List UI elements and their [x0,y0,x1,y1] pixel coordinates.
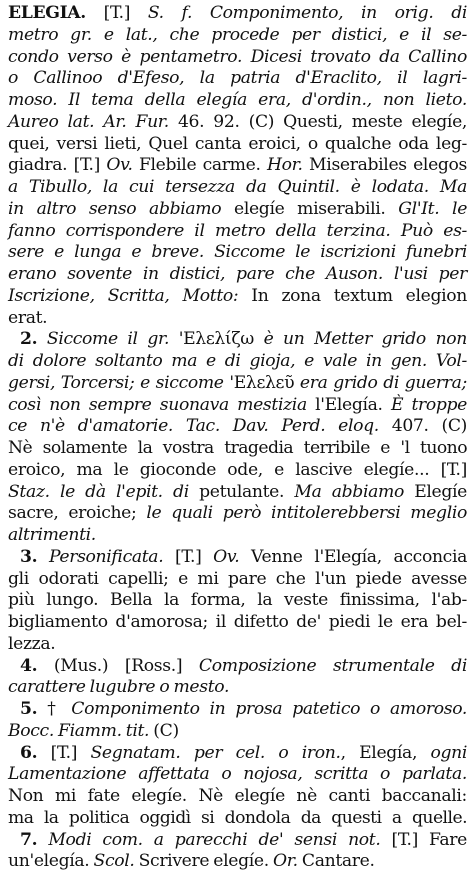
entry-text: fanno corrispondere il metro della terzina. Può es- [8,220,467,241]
entry-line [8,155,467,177]
entry-text: elegíe miserabili. [221,198,399,219]
entry-text [37,547,49,567]
entry-text: Siccome il gr. [46,329,170,350]
entry-line [8,569,467,591]
entry-line [8,264,467,286]
entry-text: (C) [149,720,179,741]
entry-line [8,699,467,721]
entry-text: moso. Il tema della elegía era, d'ordin., non lieto. [8,90,467,110]
entry-text: bigliamento d'amorosa; il difetto de' piedi le era bel- [8,612,467,632]
sense-number: 3. [20,546,38,567]
entry-text: † [37,699,72,719]
entry-text: Lamentazione affettata o nojosa, scritta o parlata. [8,764,467,785]
entry-text: Personificata. [48,546,164,567]
entry-text: [T.] [37,742,91,763]
entry-line [8,221,467,243]
entry-text: di dolore soltanto ma e di gioja, e vale in gen. Vol- [8,351,467,371]
entry-text: lezza. [8,633,56,654]
entry-line [8,656,467,678]
entry-text: un'elegía. [8,851,94,872]
entry-text: È troppe [390,394,467,415]
entry-text: Iscrizione, Scritta, Motto: [8,285,239,306]
entry-text: 407. (C) [378,416,468,437]
entry-text: S. f. Componimento, in orig. di [147,3,468,23]
entry-line [8,351,467,373]
entry-text: Miserabiles elegos [302,155,468,176]
entry-line [8,460,467,482]
entry-line [8,47,467,69]
entry-text: gli odorati capelli; e mi pare che l'un piede avesse [8,568,467,589]
entry-text: eroico, ma le gioconde ode, e lascive elegíe... [T.] [8,459,467,480]
dictionary-entry-elegia [8,3,467,873]
entry-line [8,808,467,830]
entry-text: condo verso è pentametro. Dicesi trovato da Callino [8,46,467,67]
entry-line [8,3,467,25]
entry-text: ma la politica oggidì si dondola da questi a quelle. [8,807,467,828]
entry-text: , Elegía, [340,742,431,763]
entry-text: Composizione strumentale di [198,655,467,676]
entry-text: Ma abbiamo [294,481,404,502]
entry-text: [T.] [163,546,214,567]
entry-line [8,590,467,612]
entry-line [8,525,467,547]
entry-text: Nè solamente la vostra tragedia terribile e 'l tuono [8,438,467,458]
entry-line [8,242,467,264]
entry-text: Aureo lat. Ar. Fur. [8,111,169,132]
sense-number: 7. [20,829,38,850]
entry-text: Staz. le dà l'epit. di [8,481,189,502]
entry-text: Modi com. a parecchi de' sensi not. [48,829,381,850]
entry-text: Flebile carme. [132,155,267,176]
entry-text: così non sempre suonava mestizia [8,394,307,415]
entry-line [8,438,467,460]
entry-text: sere e lunga e breve. Siccome le iscrizioni funebri [8,242,467,263]
entry-text: era grido di guerra; [299,372,467,393]
entry-text: ce n'è d'amatorie. Tac. Dav. Perd. eloq. [8,416,379,437]
entry-text: più lungo. Bella la forma, la veste finissima, l'ab- [8,590,467,611]
entry-text: o Callinoo d'Efeso, la patria d'Eraclito, il lagri- [8,68,467,89]
entry-text: petulante. [188,481,295,502]
sense-number: 6. [20,742,38,763]
entry-line [8,547,467,569]
entry-line [8,112,467,134]
entry-text: Bocc. Fiamm. tit. [8,720,150,741]
entry-text: Scrivere elegíe. [134,851,273,872]
entry-text: Venne l'Elegía, acconcia [239,546,467,567]
entry-line [8,503,467,525]
entry-line [8,786,467,808]
entry-text: in altro senso abbiamo [8,198,222,219]
entry-text: Scol. [93,851,135,872]
entry-line [8,764,467,786]
entry-line [8,612,467,634]
entry-line [8,416,467,438]
entry-line [8,286,467,308]
entry-line [8,743,467,765]
entry-line [8,25,467,47]
entry-line [8,677,467,699]
entry-text: [T.] [85,3,148,23]
entry-line [8,830,467,852]
entry-text: altrimenti. [8,525,96,545]
entry-text: Hor. [266,155,303,176]
entry-text: le quali però intitolerebbersi meglio [146,503,468,524]
entry-line [8,482,467,504]
entry-text: erano sovente in distici, pare che Auson. l'usi per [8,264,467,284]
entry-line [8,721,467,743]
entry-line [8,308,467,330]
entry-text: Non mi fate elegíe. Nè elegíe nè canti baccanali: [8,786,467,806]
entry-text: l'Elegía. [306,394,391,415]
entry-text: giadra. [T.] [8,155,107,176]
entry-text: 'Ελελεῦ [223,372,300,393]
entry-text [37,830,48,850]
entry-text: Ov. [213,546,240,567]
entry-text: (Mus.) [Ross.] [37,655,199,676]
entry-line [8,68,467,90]
entry-text: Elegíe [403,481,467,502]
entry-text: sacre, eroiche; [8,503,147,524]
entry-text: gersi, Torcersi; e siccome [8,372,224,393]
entry-line [8,373,467,395]
entry-text: Cantare. [297,851,375,872]
entry-text: carattere lugubre o mesto. [8,677,230,698]
entry-text: erat. [8,307,48,328]
entry-text: quei, versi lieti, Quel canta eroici, o qualche oda leg- [8,133,467,154]
entry-text: a Tibullo, la cui tersezza da Quintil. è lodata. Ma [8,177,467,197]
sense-number: 4. [20,655,38,676]
entry-line [8,134,467,156]
entry-text: 'Ελελίζω [169,329,264,350]
entry-text: Or. [272,851,298,872]
entry-text: In zona textum elegion [238,285,467,306]
entry-text: metro gr. e lat., che procede per distici, e il se- [8,24,467,45]
entry-line [8,395,467,417]
sense-number: 5. [20,699,38,719]
entry-text: Segnatam. per cel. o iron. [90,742,341,763]
entry-line [8,199,467,221]
headword: ELEGIA. [8,3,86,23]
entry-line [8,177,467,199]
entry-text: [T.] Fare [380,829,467,850]
entry-text [37,329,47,349]
entry-line [8,90,467,112]
entry-line [8,329,467,351]
entry-text: 46. 92. (C) Questi, meste elegíe, [168,111,467,132]
entry-text: Componimento in prosa patetico o amoroso. [71,699,467,719]
sense-number: 2. [20,329,38,350]
entry-line [8,634,467,656]
entry-text: ogni [430,742,467,763]
entry-text: Ov. [106,155,133,176]
entry-text: è un Metter grido non [263,329,468,350]
entry-text: Gl'It. le [398,198,468,219]
